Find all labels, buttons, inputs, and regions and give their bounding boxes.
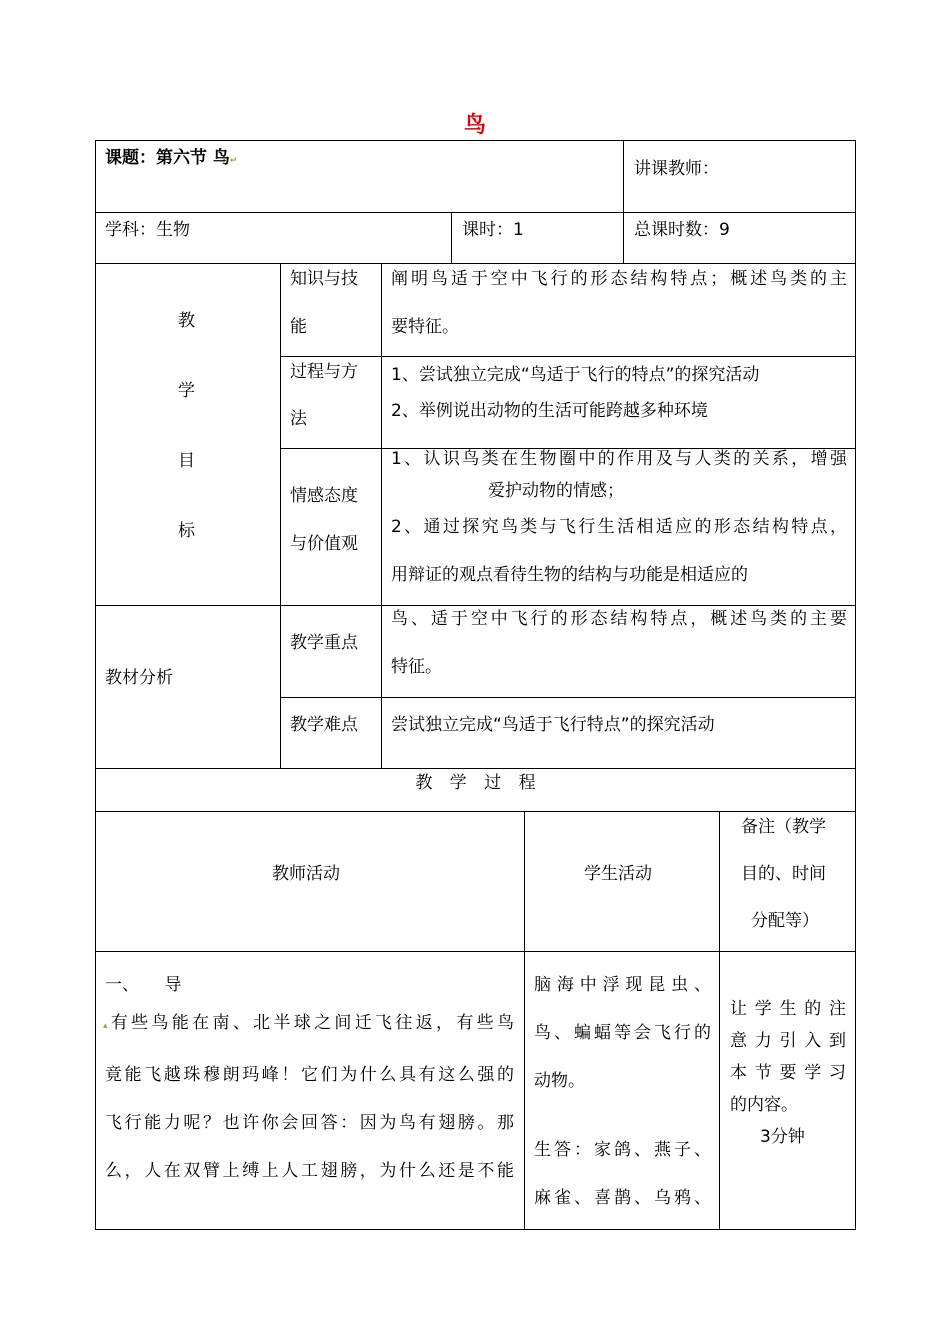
teacher-label: 讲课教师： [634, 159, 719, 179]
objectives-heading-char: 教 [178, 311, 195, 331]
row-line [280, 356, 856, 357]
process-label: 法 [290, 409, 307, 429]
process-content: 1、尝试独立完成“鸟适于飞行的特点”的探究活动 [391, 365, 760, 385]
emotion-content: 2、通过探究鸟类与飞行生活相适应的形态结构特点， [391, 517, 847, 537]
objectives-heading-char: 目 [178, 451, 195, 471]
teacher-activity-line: 竟能飞越珠穆朗玛峰！它们为什么具有这么强的 [105, 1065, 514, 1085]
process-heading: 教 学 过 程 [415, 773, 536, 793]
col-line [623, 140, 624, 263]
table-border-right [855, 140, 856, 1229]
row-line [95, 811, 856, 812]
note-line: 的内容。 [730, 1095, 798, 1115]
process-content: 2、举例说出动物的生活可能跨越多种环境 [391, 401, 708, 421]
subject-label: 学科：生物 [105, 220, 190, 240]
difficulty-content: 尝试独立完成“鸟适于飞行特点”的探究活动 [391, 715, 715, 735]
col-line [451, 212, 452, 263]
note-time: 3分钟 [760, 1127, 805, 1147]
key-point-content: 鸟、适于空中飞行的形态结构特点，概述鸟类的主要 [391, 609, 847, 629]
student-activity-header: 学生活动 [584, 864, 652, 884]
total-hours-label: 总课时数：9 [634, 220, 730, 240]
table-border-left [95, 140, 96, 1229]
note-line: 意力引入到 [730, 1031, 846, 1051]
col-line [524, 811, 525, 1229]
emotion-label: 与价值观 [290, 534, 358, 554]
col-line [719, 811, 720, 1229]
note-line: 本节要学习 [730, 1063, 846, 1083]
student-activity-line: 脑海中浮现昆虫、 [534, 975, 711, 995]
comment-mark-icon: ▴ [103, 1021, 108, 1031]
row-line [95, 768, 856, 769]
note-header: 分配等） [751, 911, 819, 931]
teacher-activity-header: 教师活动 [272, 864, 340, 884]
process-label: 过程与方 [290, 362, 358, 382]
emotion-content: 爱护动物的情感； [488, 481, 624, 501]
row-line [95, 605, 856, 606]
emotion-content: 用辩证的观点看待生物的结构与功能是相适应的 [391, 565, 748, 585]
emotion-label: 情感态度 [290, 486, 358, 506]
difficulty-label: 教学难点 [290, 715, 358, 735]
student-activity-line: 生答：家鸽、燕子、 [534, 1140, 711, 1160]
document-title: 鸟 [463, 113, 486, 138]
knowledge-label: 能 [290, 317, 307, 337]
student-activity-line: 鸟、蝙蝠等会飞行的 [534, 1023, 711, 1043]
row-line [280, 697, 856, 698]
key-point-content: 特征。 [391, 657, 442, 677]
teacher-activity-line: 飞行能力呢？也许你会回答：因为鸟有翅膀。那 [105, 1113, 514, 1133]
row-line [95, 212, 856, 213]
objectives-heading-char: 标 [178, 521, 195, 541]
analysis-heading: 教材分析 [105, 668, 173, 688]
row-line [95, 951, 856, 952]
note-header: 备注（教学 [741, 817, 826, 837]
table-border-bottom [95, 1229, 856, 1230]
student-activity-line: 麻雀、喜鹊、乌鸦、 [534, 1188, 711, 1208]
col-line [280, 263, 281, 768]
teacher-activity-line: 么，人在双臂上缚上人工翅膀，为什么还是不能 [105, 1161, 514, 1181]
key-point-label: 教学重点 [290, 633, 358, 653]
col-line [381, 263, 382, 768]
table-border-top [95, 140, 856, 141]
knowledge-label: 知识与技 [290, 269, 358, 289]
teacher-activity-line: ▴有些鸟能在南、北半球之间迁飞往返，有些鸟 [103, 1013, 514, 1033]
topic-label: 课题：第六节 鸟↵ [105, 148, 238, 168]
note-line: 让学生的注 [730, 999, 846, 1019]
note-header: 目的、时间 [741, 864, 826, 884]
emotion-content: 1、认识鸟类在生物圈中的作用及与人类的关系，增强 [391, 449, 847, 469]
objectives-heading-char: 学 [178, 381, 195, 401]
hours-label: 课时：1 [462, 220, 524, 240]
student-activity-line: 动物。 [534, 1071, 585, 1091]
teacher-activity-line: 一、 导 [105, 975, 182, 995]
paragraph-mark-icon: ↵ [229, 156, 238, 166]
row-line [95, 263, 856, 264]
knowledge-content: 阐明鸟适于空中飞行的形态结构特点；概述鸟类的主 [391, 269, 847, 289]
knowledge-content: 要特征。 [391, 317, 459, 337]
